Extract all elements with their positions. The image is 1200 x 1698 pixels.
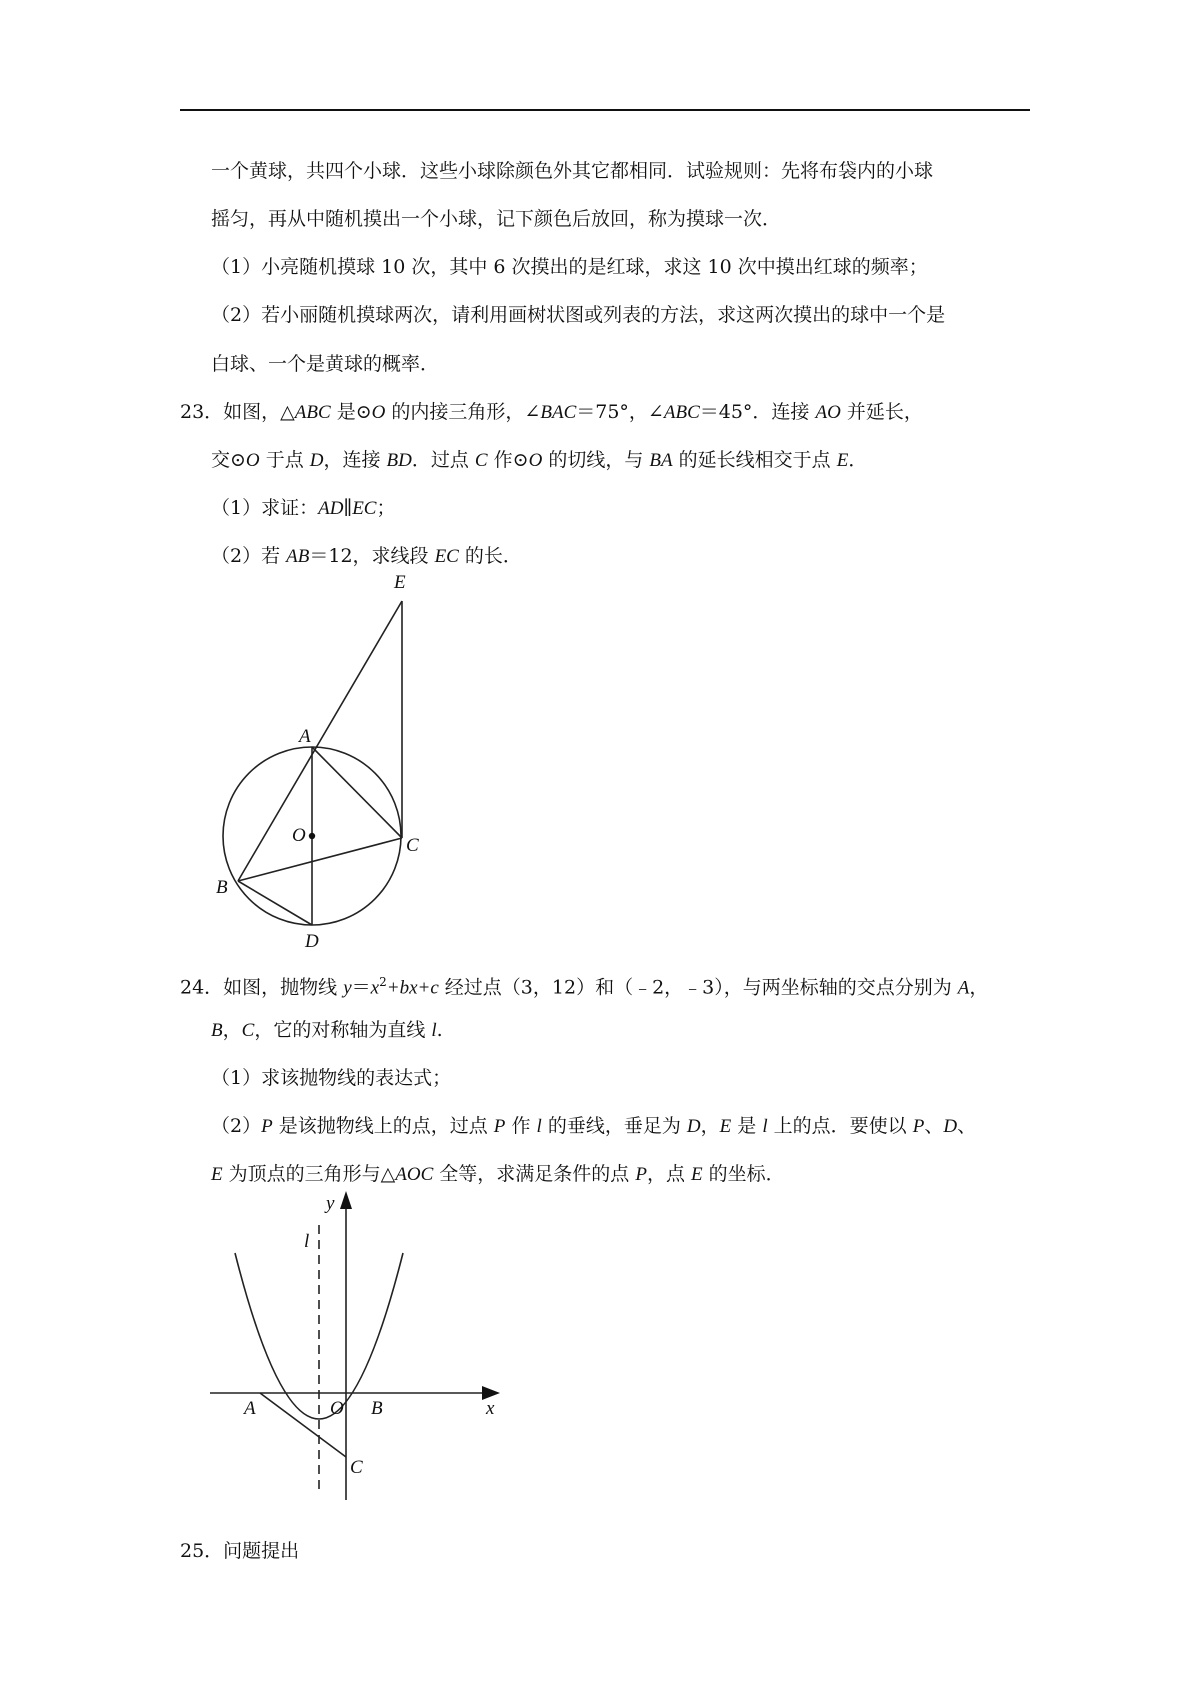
math: x [370, 977, 380, 999]
math: +bx+c [386, 977, 439, 999]
math: EC [434, 546, 459, 567]
math: P [912, 1116, 925, 1137]
label-c: C [406, 835, 419, 856]
math: E [211, 1164, 223, 1185]
text: 的坐标． [702, 1163, 785, 1185]
center-dot [309, 833, 315, 839]
p23-stem-line-2 [211, 446, 867, 475]
text: 的内接三角形，∠ [385, 401, 541, 423]
math: A [957, 977, 970, 999]
text: ＝ [351, 976, 371, 999]
p24-stem-line-1 [180, 968, 988, 1002]
segment-be [238, 601, 402, 881]
text: . [436, 1019, 443, 1041]
text: 是⊙ [330, 401, 372, 423]
header-rule [180, 109, 1030, 111]
math: ABC [294, 402, 331, 423]
label-o: O [292, 825, 306, 846]
text: ＝12，求线段 [309, 545, 435, 567]
math: D [686, 1116, 701, 1137]
text: 全等，求满足条件的点 [433, 1163, 636, 1185]
segment-ac [312, 747, 402, 838]
p22-subquestion-2-cont: 白球、一个是黄球的概率． [211, 353, 440, 375]
math: P [261, 1116, 273, 1137]
text: （1）求证： [211, 497, 319, 519]
math: l [431, 1020, 437, 1041]
y-axis-arrow [340, 1191, 352, 1209]
math: C [241, 1020, 255, 1041]
p23-subquestion-2 [211, 542, 522, 571]
p23-figure-circle-triangle [200, 570, 440, 955]
text: 的长． [458, 545, 522, 567]
label-d: D [305, 931, 319, 952]
math: l [762, 1116, 768, 1137]
math: C [474, 450, 488, 471]
math: AO [815, 402, 841, 423]
math: P [635, 1164, 647, 1185]
math: l [536, 1116, 542, 1137]
segment-bd [238, 881, 312, 925]
label-a: A [299, 726, 311, 747]
text: 的垂线，垂足为 [541, 1115, 687, 1137]
math: BA [649, 450, 673, 471]
math: BD [386, 450, 412, 471]
text: ， [700, 1115, 720, 1137]
text: ； [376, 497, 396, 519]
p24-subquestion-2 [211, 1112, 976, 1141]
text: 为顶点的三角形与△ [222, 1163, 396, 1185]
text: 上的点．要使以 [767, 1115, 913, 1137]
segment-bc [238, 838, 402, 881]
p25-heading: 25．问题提出 [180, 1540, 300, 1562]
label-l: l [304, 1231, 310, 1252]
p23-stem-line-1 [180, 398, 923, 427]
math: D [943, 1116, 958, 1137]
p24-stem-line-2 [211, 1016, 443, 1045]
math: O [528, 450, 543, 471]
text: 作 [505, 1115, 537, 1137]
text: ， [222, 1019, 242, 1041]
text: （2） [211, 1115, 262, 1137]
text: 是该抛物线上的点，过点 [272, 1115, 494, 1137]
label-e: E [394, 572, 406, 593]
text: 24．如图，抛物线 [180, 976, 344, 999]
math: BAC [540, 402, 577, 423]
text: ． [848, 449, 868, 471]
math: O [245, 450, 260, 471]
math: ABC [663, 402, 700, 423]
text: ，点 [646, 1163, 692, 1185]
text: 、 [957, 1115, 977, 1137]
text: 23．如图，△ [180, 401, 295, 423]
label-o: O [330, 1398, 344, 1419]
math: AD∥EC [318, 498, 377, 519]
math: O [371, 402, 386, 423]
math: B [211, 1020, 223, 1041]
text: 是 [731, 1115, 763, 1137]
text: 于点 [259, 449, 310, 471]
p22-line-1: 一个黄球，共四个小球．这些小球除颜色外其它都相同．试验规则：先将布袋内的小球 [211, 160, 934, 182]
text: ，它的对称轴为直线 [254, 1019, 432, 1041]
p22-line-2: 摇匀，再从中随机摸出一个小球，记下颜色后放回，称为摸球一次． [211, 208, 782, 230]
p24-figure-parabola [200, 1185, 510, 1515]
p22-subquestion-2: （2）若小丽随机摸球两次，请利用画树状图或列表的方法，求这两次摸出的球中一个是 [211, 304, 946, 326]
text: 、 [924, 1115, 944, 1137]
math: y [343, 977, 352, 999]
text: ＝45°．连接 [699, 401, 816, 423]
label-b: B [216, 877, 228, 898]
label-y: y [326, 1193, 335, 1214]
text: ＝75°，∠ [576, 401, 664, 423]
label-c: C [350, 1457, 363, 1478]
math: E [691, 1164, 703, 1185]
text: 的切线，与 [542, 449, 650, 471]
text: （2）若 [211, 545, 287, 567]
label-x: x [486, 1398, 495, 1419]
label-a: A [244, 1398, 256, 1419]
text: ，连接 [323, 449, 387, 471]
math: P [493, 1116, 506, 1137]
text: 交⊙ [211, 449, 246, 471]
math: E [836, 450, 849, 471]
p22-subquestion-1: （1）小亮随机摸球 10 次，其中 6 次摸出的是红球，求这 10 次中摸出红球的频率； [211, 256, 928, 278]
math: AOC [395, 1164, 434, 1185]
math: AB [286, 546, 310, 567]
text: 的延长线相交于点 [672, 449, 837, 471]
text: 作⊙ [487, 449, 529, 471]
text: ， [969, 976, 989, 999]
math: E [719, 1116, 732, 1137]
p24-subquestion-1: （1）求该抛物线的表达式； [211, 1067, 452, 1089]
math: D [309, 450, 324, 471]
math-superscript: 2 [379, 975, 387, 989]
text: 并延长， [840, 401, 923, 423]
label-b: B [371, 1398, 383, 1419]
text: ．过点 [411, 449, 475, 471]
p23-subquestion-1 [211, 494, 396, 523]
text: 经过点（3，12）和（﹣2，﹣3），与两坐标轴的交点分别为 [438, 976, 958, 999]
